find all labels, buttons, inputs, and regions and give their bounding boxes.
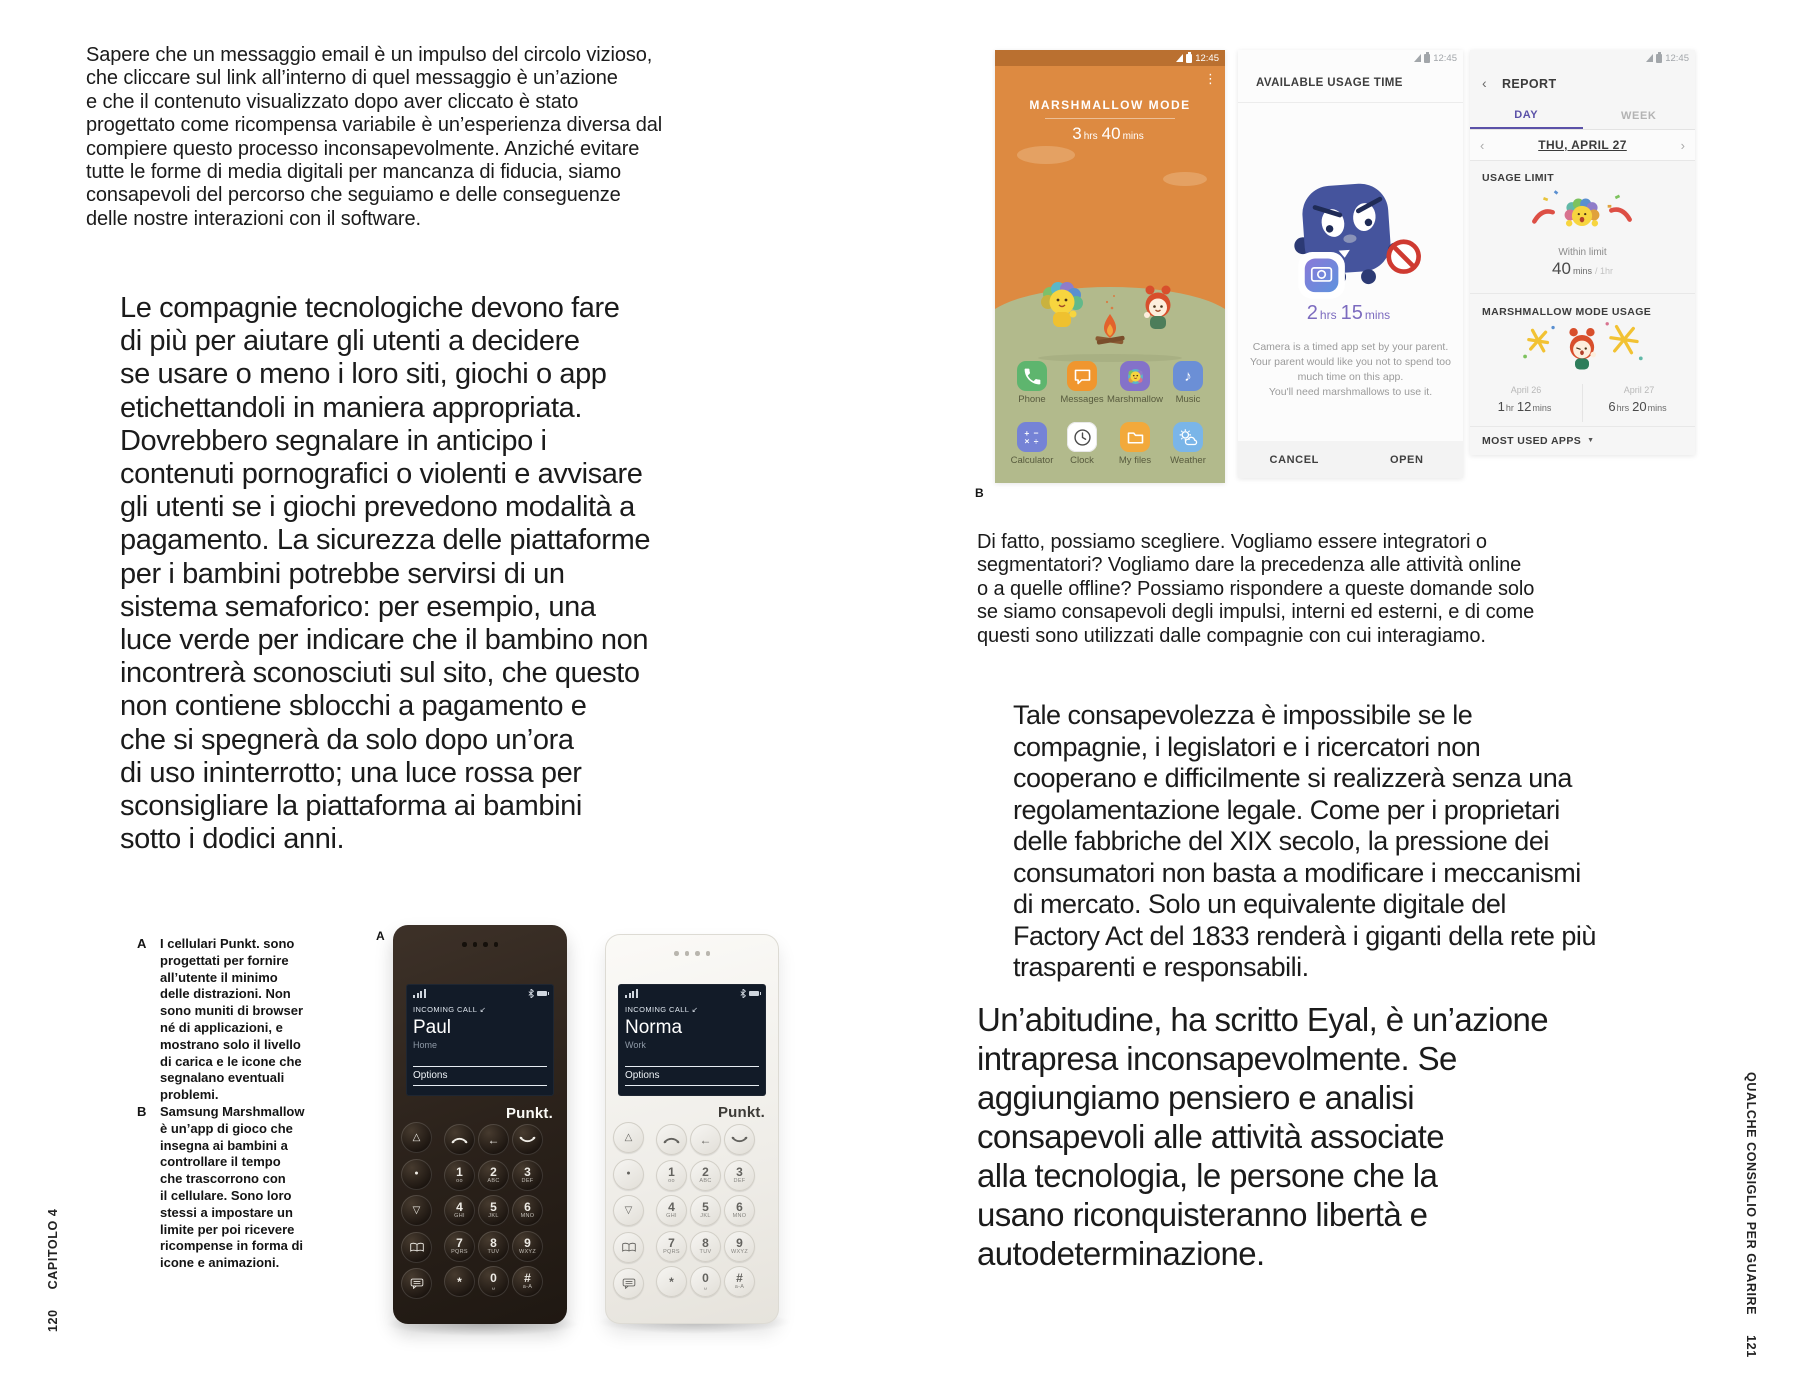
keypad-key[interactable]: # a-A <box>724 1266 755 1297</box>
status-bar <box>995 50 1225 66</box>
music-note-icon: ♪ <box>1184 367 1192 385</box>
options-softkey[interactable]: Options <box>625 1066 759 1081</box>
caller-line: Work <box>625 1040 646 1050</box>
caption-b <box>137 1104 317 1272</box>
page-number-right: 121 <box>1744 1335 1758 1358</box>
report-title: REPORT <box>1502 77 1557 91</box>
keypad-key[interactable]: 3 DEF <box>724 1160 755 1191</box>
caller-name: Paul <box>413 1017 452 1038</box>
speaker-grille <box>462 942 498 947</box>
campfire-characters-illustration <box>1010 250 1210 365</box>
cloud-shape <box>1017 146 1075 164</box>
usage-limit-label: USAGE LIMIT <box>1482 172 1555 184</box>
app-music[interactable]: ♪ Music <box>1163 361 1213 405</box>
keypad-key[interactable]: 9 WXYZ <box>512 1231 543 1262</box>
phonebook-icon <box>410 1242 424 1253</box>
dialog-actions <box>1238 441 1463 478</box>
keypad <box>656 1124 758 1302</box>
incoming-arrow-icon: ↙ <box>691 1005 699 1014</box>
most-used-apps-row[interactable]: MOST USED APPS ▼ <box>1482 435 1595 447</box>
back-key[interactable]: ← <box>690 1124 721 1155</box>
section-divider <box>1470 426 1695 427</box>
more-menu-icon[interactable]: ⋮ <box>1204 71 1217 86</box>
calculator-icon: + − × ÷ <box>1024 427 1040 446</box>
speaker-grille <box>674 951 710 956</box>
keypad-key[interactable]: 7 PQRS <box>656 1231 687 1262</box>
app-marshmallow[interactable]: Marshmallow <box>1107 361 1163 405</box>
screen-divider <box>625 1085 759 1086</box>
incoming-call-label: INCOMING CALL ↙ <box>413 1005 487 1014</box>
date-selector <box>1470 130 1695 161</box>
signal-icon <box>1646 54 1653 62</box>
available-time-value: 2 hrs 15 mins <box>1306 302 1391 324</box>
bluetooth-icon <box>528 989 534 998</box>
keypad-key[interactable]: 4 GHI <box>656 1195 687 1226</box>
nav-up-key[interactable]: △ <box>613 1122 644 1153</box>
main-paragraph-left: Le compagnie tecnologiche devono fare di più per aiutare gli utenti a decidere se usare o meno i loro siti, giochi o app etichettandoli in maniera appropriata. Dovrebbero segnalare in anticipo i contenuti pornografici o violenti e avvisare gli utenti se i giochi prevedono modalità a pagamento. La sicurezza delle piattaforme per i bambini potrebbe servirsi di un sistema semaforico: per esempio, una luce verde per indicare che il bambino non incontrerà sconosciuti sul sito, che questo non contiene sblocchi a pagamento e che si spegnerà da solo dopo un’ora di uso ininterrotto; una luce rossa per sconsigliare la piattaforma ai bambini sotto i dodici anni. <box>120 292 651 856</box>
battery-icon <box>537 991 547 996</box>
cancel-button[interactable]: CANCEL <box>1269 453 1319 466</box>
keypad-key[interactable]: 1 oo <box>656 1160 687 1191</box>
samsung-marshmallow-home-screenshot <box>995 50 1225 483</box>
chapter-label: CAPITOLO 4 <box>46 1208 60 1290</box>
punkt-logo: Punkt. <box>505 1105 553 1122</box>
header-divider <box>1238 102 1463 103</box>
battery-icon <box>1186 54 1192 63</box>
keypad-key[interactable]: 9 WXYZ <box>724 1231 755 1262</box>
bluetooth-icon <box>740 989 746 998</box>
signal-icon <box>1414 54 1421 62</box>
signal-bars-icon <box>625 989 638 998</box>
screen-divider <box>413 1085 547 1086</box>
caption-marker-b: B <box>137 1103 147 1119</box>
regulation-paragraph: Tale consapevolezza è impossibile se le compagnie, i legislatori e i ricercatori non cooperano e difficilmente si realizzerà senza una regolamentazione legale. Come per i proprietari delle fabbriche del XIX secolo, la pressione dei consumatori non basta a modificare i meccanismi di mercato. Solo un equivalente digitale del Factory Act del 1833 renderà i giganti della rete più trasparenti e responsabili. <box>1013 700 1596 982</box>
answer-call-key[interactable] <box>444 1124 475 1155</box>
selected-date[interactable]: THU, APRIL 27 <box>1538 138 1627 152</box>
phonebook-icon <box>622 1242 636 1253</box>
keypad-key[interactable]: 8 TUV <box>690 1231 721 1262</box>
app-grid <box>1007 361 1213 466</box>
chat-bubble-icon <box>1072 366 1093 387</box>
caption-text-a: I cellulari Punkt. sono progettati per fornire all’utente il minimo delle distrazioni. Non sono muniti di browser né di applicazioni, e mostrano solo il livello di carica e le icone che segnalano eventuali problemi. <box>160 936 304 1103</box>
app-phone[interactable]: Phone <box>1007 361 1057 405</box>
usage-limit-value: 40 mins / 1hr <box>1552 259 1613 278</box>
folder-icon <box>1125 427 1146 448</box>
signal-bars-icon <box>413 989 426 998</box>
keypad-key[interactable]: # a-A <box>512 1266 543 1297</box>
contacts-key[interactable] <box>613 1232 644 1263</box>
caption-text-b: Samsung Marshmallow è un’app di gioco che insegna ai bambini a controllare il tempo che trascorrono con il cellulare. Sono loro stessi a impostare un limite per poi ricevere ricompense in forma di icone e animazioni. <box>160 1103 305 1271</box>
keypad-key[interactable]: * <box>444 1266 475 1297</box>
figure-label-a: A <box>376 929 385 943</box>
signal-icon <box>1176 54 1183 62</box>
keypad-key[interactable]: 6 MNO <box>512 1195 543 1226</box>
remaining-time: 3 hrs 40 mins <box>1072 124 1144 143</box>
keypad <box>444 1124 546 1302</box>
figure-captions <box>137 936 317 1272</box>
choice-paragraph: Di fatto, possiamo scegliere. Vogliamo essere integratori o segmentatori? Vogliamo dare la precedenza alle attività online o a quelle offline? Possiamo rispondere a queste domande solo se siamo consapevoli degli impulsi, interni ed esterni, e di come questi sono utilizzati dalle compagnie con cui interagiamo. <box>977 531 1535 647</box>
punkt-phone-white <box>605 934 779 1324</box>
running-title: QUALCHE CONSIGLIO PER GUARIRE <box>1744 1072 1758 1316</box>
keypad-key[interactable]: * <box>656 1266 687 1297</box>
answer-call-icon <box>663 1135 680 1145</box>
back-icon[interactable]: ‹ <box>1482 75 1487 91</box>
app-weather[interactable]: Weather <box>1163 422 1213 466</box>
usage-day-2: April 27 6hrs 20mins <box>1582 384 1695 422</box>
samsung-report-screenshot <box>1470 50 1695 455</box>
sms-icon <box>410 1278 424 1289</box>
select-key[interactable]: ● <box>401 1159 432 1190</box>
daily-usage-comparison <box>1470 384 1695 422</box>
end-call-key[interactable] <box>724 1124 755 1155</box>
habit-paragraph: Un’abitudine, ha scritto Eyal, è un’azione intrapresa inconsapevolmente. Se aggiungiamo pensiero e analisi consapevoli alle attività associate alla tecnologia, le persone che la usano riconquisteranno libertà e autodeterminazione. <box>977 1001 1548 1272</box>
open-button[interactable]: OPEN <box>1389 453 1424 466</box>
messages-key[interactable] <box>613 1268 644 1299</box>
keypad-key[interactable]: 0 ␣ <box>690 1266 721 1297</box>
keypad-key[interactable]: 4 GHI <box>444 1195 475 1226</box>
nav-key-column <box>401 1122 432 1305</box>
sun-cloud-icon <box>1177 427 1198 448</box>
page-footer-left <box>46 1209 60 1332</box>
status-bar <box>1238 50 1463 66</box>
punkt-phone-black <box>393 925 567 1324</box>
keypad-key[interactable]: 6 MNO <box>724 1195 755 1226</box>
usage-day-1: April 26 1hr 12mins <box>1497 385 1552 414</box>
keypad-key[interactable]: 2 ABC <box>690 1160 721 1191</box>
end-call-key[interactable] <box>512 1124 543 1155</box>
caption-a <box>137 936 317 1104</box>
marshmallow-mode-title: MARSHMALLOW MODE <box>1029 98 1191 112</box>
options-softkey[interactable]: Options <box>413 1066 547 1081</box>
marshmallow-character-icon <box>1125 366 1146 387</box>
samsung-usage-time-screenshot <box>1238 50 1463 478</box>
app-calculator[interactable]: + − × ÷ Calculator <box>1007 422 1057 466</box>
marshmallow-usage-label: MARSHMALLOW MODE USAGE <box>1482 306 1652 318</box>
end-call-icon <box>519 1135 536 1145</box>
answer-call-key[interactable] <box>656 1124 687 1155</box>
back-key[interactable]: ← <box>478 1124 509 1155</box>
keypad-key[interactable]: 2 ABC <box>478 1160 509 1191</box>
keypad-key[interactable]: 5 JKL <box>478 1195 509 1226</box>
answer-call-icon <box>451 1135 468 1145</box>
punkt-screen <box>618 984 766 1096</box>
keypad-key[interactable]: 1 oo <box>444 1160 475 1191</box>
clock-time: 12:45 <box>1665 52 1689 64</box>
timer-monster-illustration <box>1268 168 1433 308</box>
sms-icon <box>622 1278 636 1289</box>
select-key[interactable]: ● <box>613 1159 644 1190</box>
clock-time: 12:45 <box>1433 52 1457 64</box>
keypad-key[interactable]: 0 ␣ <box>478 1266 509 1297</box>
battery-icon <box>1656 54 1662 63</box>
punkt-screen <box>406 984 554 1096</box>
next-day-icon[interactable]: › <box>1680 137 1685 153</box>
battery-icon <box>749 991 759 996</box>
clock-time: 12:45 <box>1195 52 1219 64</box>
clock-icon <box>1072 427 1093 448</box>
messages-key[interactable] <box>401 1268 432 1299</box>
caption-marker-a: A <box>137 936 147 951</box>
contacts-key[interactable] <box>401 1232 432 1263</box>
page-footer-right <box>1744 1072 1758 1358</box>
app-clock[interactable]: Clock <box>1057 422 1107 466</box>
section-divider <box>1470 293 1695 294</box>
app-my-files[interactable]: My files <box>1107 422 1163 466</box>
prev-day-icon[interactable]: ‹ <box>1480 137 1485 153</box>
keypad-key[interactable]: 3 DEF <box>512 1160 543 1191</box>
keypad-key[interactable]: 7 PQRS <box>444 1231 475 1262</box>
punkt-logo: Punkt. <box>717 1104 765 1121</box>
within-limit-label: Within limit <box>1558 247 1607 258</box>
end-call-icon <box>731 1135 748 1145</box>
battery-icon <box>1424 54 1430 63</box>
caller-line: Home <box>413 1040 438 1050</box>
nav-up-key[interactable]: △ <box>401 1122 432 1153</box>
winking-girl-illustration <box>1512 318 1652 380</box>
tab-day[interactable]: DAY <box>1470 103 1583 129</box>
incoming-call-label: INCOMING CALL ↙ <box>625 1005 699 1014</box>
keypad-key[interactable]: 8 TUV <box>478 1231 509 1262</box>
app-messages[interactable]: Messages <box>1057 361 1107 405</box>
caller-name: Norma <box>625 1017 683 1038</box>
incoming-arrow-icon: ↙ <box>479 1005 487 1014</box>
tab-week[interactable]: WEEK <box>1621 110 1657 122</box>
nav-down-key[interactable]: ▽ <box>401 1195 432 1226</box>
page-number-left: 120 <box>46 1309 60 1332</box>
figure-label-b: B <box>975 486 984 500</box>
title-divider <box>1045 118 1175 119</box>
report-tabs <box>1470 103 1695 130</box>
status-bar <box>1470 50 1695 66</box>
nav-down-key[interactable]: ▽ <box>613 1195 644 1226</box>
phone-icon <box>1022 366 1043 387</box>
nav-key-column <box>613 1122 644 1305</box>
keypad-key[interactable]: 5 JKL <box>690 1195 721 1226</box>
intro-paragraph: Sapere che un messaggio email è un impulso del circolo vizioso, che cliccare sul link all’interno di quel messaggio è un’azione e che il contenuto visualizzato dopo aver cliccato è stato progettato come ricompensa variabile è un’esperienza diversa dal compiere questo processo inconsapevolmente. Anziché evitare tutte le forme di media digitali per mancanza di fiducia, siamo consapevoli del percorso che seguiamo e delle conseguenze delle nostre interazioni con il software. <box>86 44 663 230</box>
usage-time-header: AVAILABLE USAGE TIME <box>1256 77 1403 89</box>
cloud-shape <box>1163 172 1207 186</box>
timed-app-description: Camera is a timed app set by your parent. Your parent would like you not to spend too much time on this app. You'll need marshmallows to use it. <box>1249 341 1451 398</box>
dropdown-icon: ▼ <box>1587 437 1595 444</box>
celebrating-lion-illustration <box>1527 186 1637 244</box>
